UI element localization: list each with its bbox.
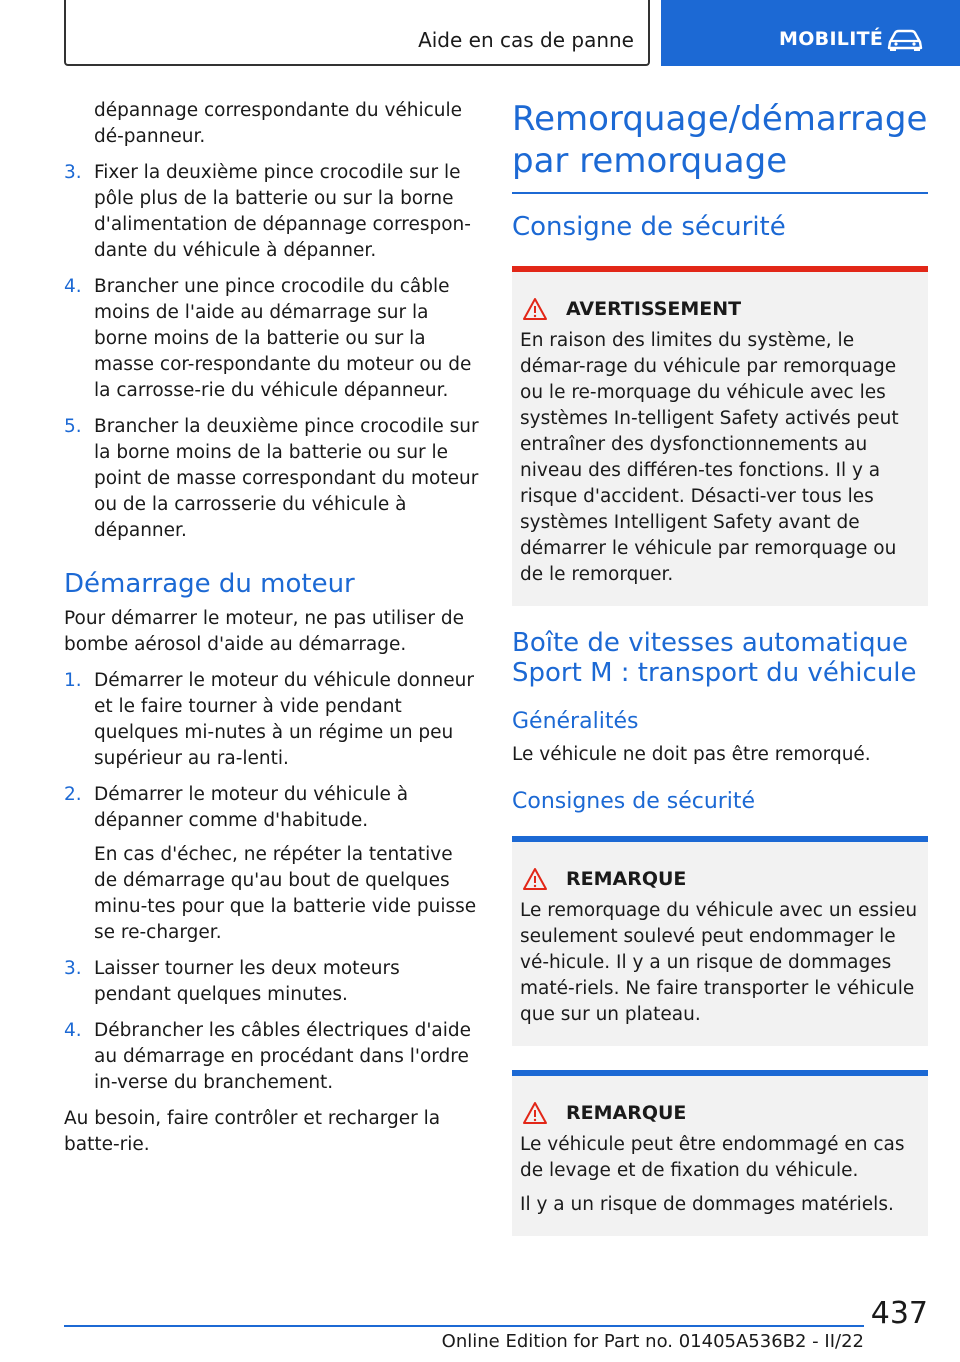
list-item [64, 160, 480, 264]
step-number: 3. [64, 162, 82, 183]
step-text: Fixer la deuxième pince crocodile sur le pôle plus de la batterie ou sur la borne d'alimentation de dépannage correspon-dante du véhicule à dépanner. [94, 162, 471, 261]
list-item [64, 274, 480, 404]
left-column [64, 98, 480, 1168]
note-box [512, 1070, 928, 1236]
note-text: Il y a un risque de dommages matériels. [520, 1194, 894, 1215]
header-section-title: Aide en cas de panne [418, 28, 634, 52]
subheading-safety: Consignes de sécurité [512, 789, 756, 814]
warning-triangle-icon [522, 867, 548, 891]
note-text: Le véhicule peut être endommagé en cas de levage et de fixation du véhicule. [520, 1134, 905, 1181]
step-text: Brancher une pince crocodile du câble moins de l'aide au démarrage sur la borne moins de la batterie ou sur la masse cor-respondante du moteur ou de la carrosse-rie du véhicule dépanneur. [94, 276, 472, 401]
step-number: 4. [64, 276, 82, 297]
step-number: 4. [64, 1020, 82, 1041]
page-title: Remorquage/démarrage par remorquage [512, 99, 928, 181]
list-item [64, 414, 480, 544]
footer-edition: Online Edition for Part no. 01405A536B2 - II/22 [441, 1331, 864, 1352]
step-text: Débrancher les câbles électriques d'aide au démarrage en procédant dans l'ordre in-verse du branchement. [94, 1020, 472, 1093]
step-number: 1. [64, 670, 82, 691]
engine-start-intro: Pour démarrer le moteur, ne pas utiliser de bombe aérosol d'aide au démarrage. [64, 608, 464, 655]
warning-triangle-icon [522, 1101, 548, 1125]
general-text: Le véhicule ne doit pas être remorqué. [512, 744, 871, 765]
warning-title [520, 296, 920, 322]
step-number: 5. [64, 416, 82, 437]
warning-box [512, 266, 928, 606]
list-item [64, 956, 480, 1008]
footer-divider [64, 1325, 864, 1327]
step-text: Démarrer le moteur du véhicule à dépanner comme d'habitude. [94, 784, 409, 831]
list-item [64, 782, 480, 946]
engine-start-outro: Au besoin, faire contrôler et recharger la batte-rie. [64, 1108, 441, 1155]
step-text: Brancher la deuxième pince crocodile sur la borne moins de la batterie ou sur le point de masse correspondant du moteur ou de la carrosserie du véhicule à dépanner. [94, 416, 479, 541]
page-number: 437 [870, 1296, 928, 1331]
step-text: Démarrer le moteur du véhicule donneur et le faire tourner à vide pendant quelques mi-nutes à un régime un peu supérieur au ra-lenti. [94, 670, 474, 769]
header-section-tab [64, 0, 650, 66]
section-heading-gearbox: Boîte de vitesses automatique Sport M : transport du véhicule [512, 628, 917, 688]
list-item [64, 668, 480, 772]
warning-label: AVERTISSEMENT [566, 298, 742, 320]
warning-triangle-icon [522, 297, 548, 321]
note-label: REMARQUE [566, 1102, 687, 1124]
continued-text: dépannage correspondante du véhicule dé-panneur. [94, 100, 463, 147]
note-title [520, 866, 920, 892]
section-heading-safety: Consigne de sécurité [512, 212, 786, 242]
right-column [512, 98, 928, 1248]
note-label: REMARQUE [566, 868, 687, 890]
connection-steps [64, 160, 480, 544]
engine-start-steps [64, 668, 480, 1096]
warning-text: En raison des limites du système, le démar-rage du véhicule par remorquage ou le re-morquage du véhicule avec les systèmes In-telligent Safety activés peut entraîner des dysfonctionnements au niveau des différen-tes fonctions. Il y a risque d'accident. Désacti-ver tous les systèmes Intelligent Safety avant de démarrer le véhicule par remorquage ou de le remorquer. [520, 330, 899, 585]
list-item [64, 1018, 480, 1096]
step-text: Laisser tourner les deux moteurs pendant quelques minutes. [94, 958, 400, 1005]
subheading-general: Généralités [512, 709, 639, 734]
note-box [512, 836, 928, 1046]
header-chapter-title: MOBILITÉ [779, 28, 884, 50]
note-text: Le remorquage du véhicule avec un essieu seulement soulevé peut endommager le vé-hicule. Il y a un risque de dommages maté-riels. Ne faire transporter le véhicule que sur un plateau. [520, 900, 918, 1025]
step-number: 3. [64, 958, 82, 979]
section-heading-engine-start: Démarrage du moteur [64, 569, 355, 599]
note-title [520, 1100, 920, 1126]
car-icon [886, 28, 924, 52]
header-chapter-tab [661, 0, 960, 66]
step-number: 2. [64, 784, 82, 805]
title-divider [512, 192, 928, 194]
step-subtext: En cas d'échec, ne répéter la tentative de démarrage qu'au bout de quelques minu-tes pour que la batterie vide puisse se re-charger. [94, 844, 477, 943]
